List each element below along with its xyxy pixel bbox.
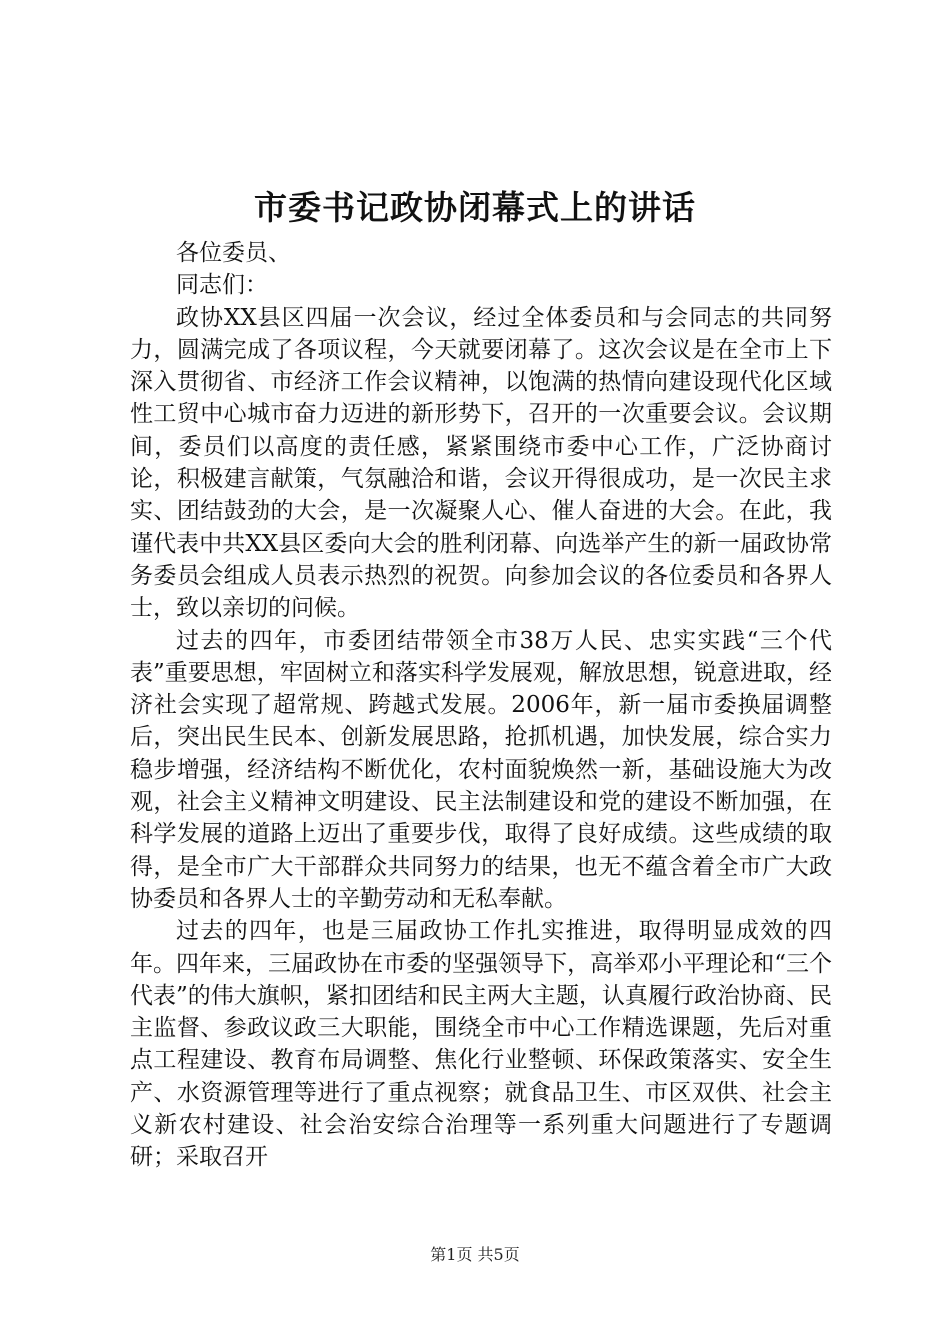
salutation-line: 各位委员、: [176, 240, 291, 266]
document-body: [130, 237, 832, 1174]
salutation-line: 同志们：: [176, 272, 268, 299]
salutation-block: [130, 237, 832, 302]
page-number: 第1页 共5页: [430, 1245, 520, 1264]
body-paragraph: 过去的四年，也是三届政协工作扎实推进，取得明显成效的四年。四年来，三届政协在市委的坚强领导下，高举邓小平理论和“三个代表”的伟大旗帜，紧扣团结和民主两大主题，认真履行政治协商、民主监督、参政议政三大职能，围绕全市中心工作精选课题，先后对重点工程建设、教育布局调整、焦化行业整顿、环保政策落实、安全生产、水资源管理等进行了重点视察；就食品卫生、市区双供、社会主义新农村建设、社会治安综合治理等一系列重大问题进行了专题调研；采取召开: [130, 918, 832, 1171]
body-paragraph: 政协XX县区四届一次会议，经过全体委员和与会同志的共同努力，圆满完成了各项议程，今天就要闭幕了。这次会议是在全市上下深入贯彻省、市经济工作会议精神，以饱满的热情向建设现代化区域性工贸中心城市奋力迈进的新形势下，召开的一次重要会议。会议期间，委员们以高度的责任感，紧紧围绕市委中心工作，广泛协商讨论，积极建言献策，气氛融洽和谐，会议开得很成功，是一次民主求实、团结鼓劲的大会，是一次凝聚人心、催人奋进的大会。在此，我谨代表中共XX县区委向大会的胜利闭幕、向选举产生的新一届政协常务委员会组成人员表示热烈的祝贺。向参加会议的各位委员和各界人士，致以亲切的问候。: [130, 304, 832, 622]
document-title: 市委书记政协闭幕式上的讲话: [254, 188, 696, 227]
page-footer: [0, 1244, 950, 1266]
body-paragraph: 过去的四年，市委团结带领全市38万人民、忠实实践“三个代表”重要思想，牢固树立和落实科学发展观，解放思想，锐意进取，经济社会实现了超常规、跨越式发展。2006年，新一届市委换届调整后，突出民生民本、创新发展思路，抢抓机遇，加快发展，综合实力稳步增强，经济结构不断优化，农村面貌焕然一新，基础设施大为改观，社会主义精神文明建设、民主法制建设和党的建设不断加强，在科学发展的道路上迈出了重要步伐，取得了良好成绩。这些成绩的取得，是全市广大干部群众共同努力的结果，也无不蕴含着全市广大政协委员和各界人士的辛勤劳动和无私奉献。: [130, 627, 832, 912]
